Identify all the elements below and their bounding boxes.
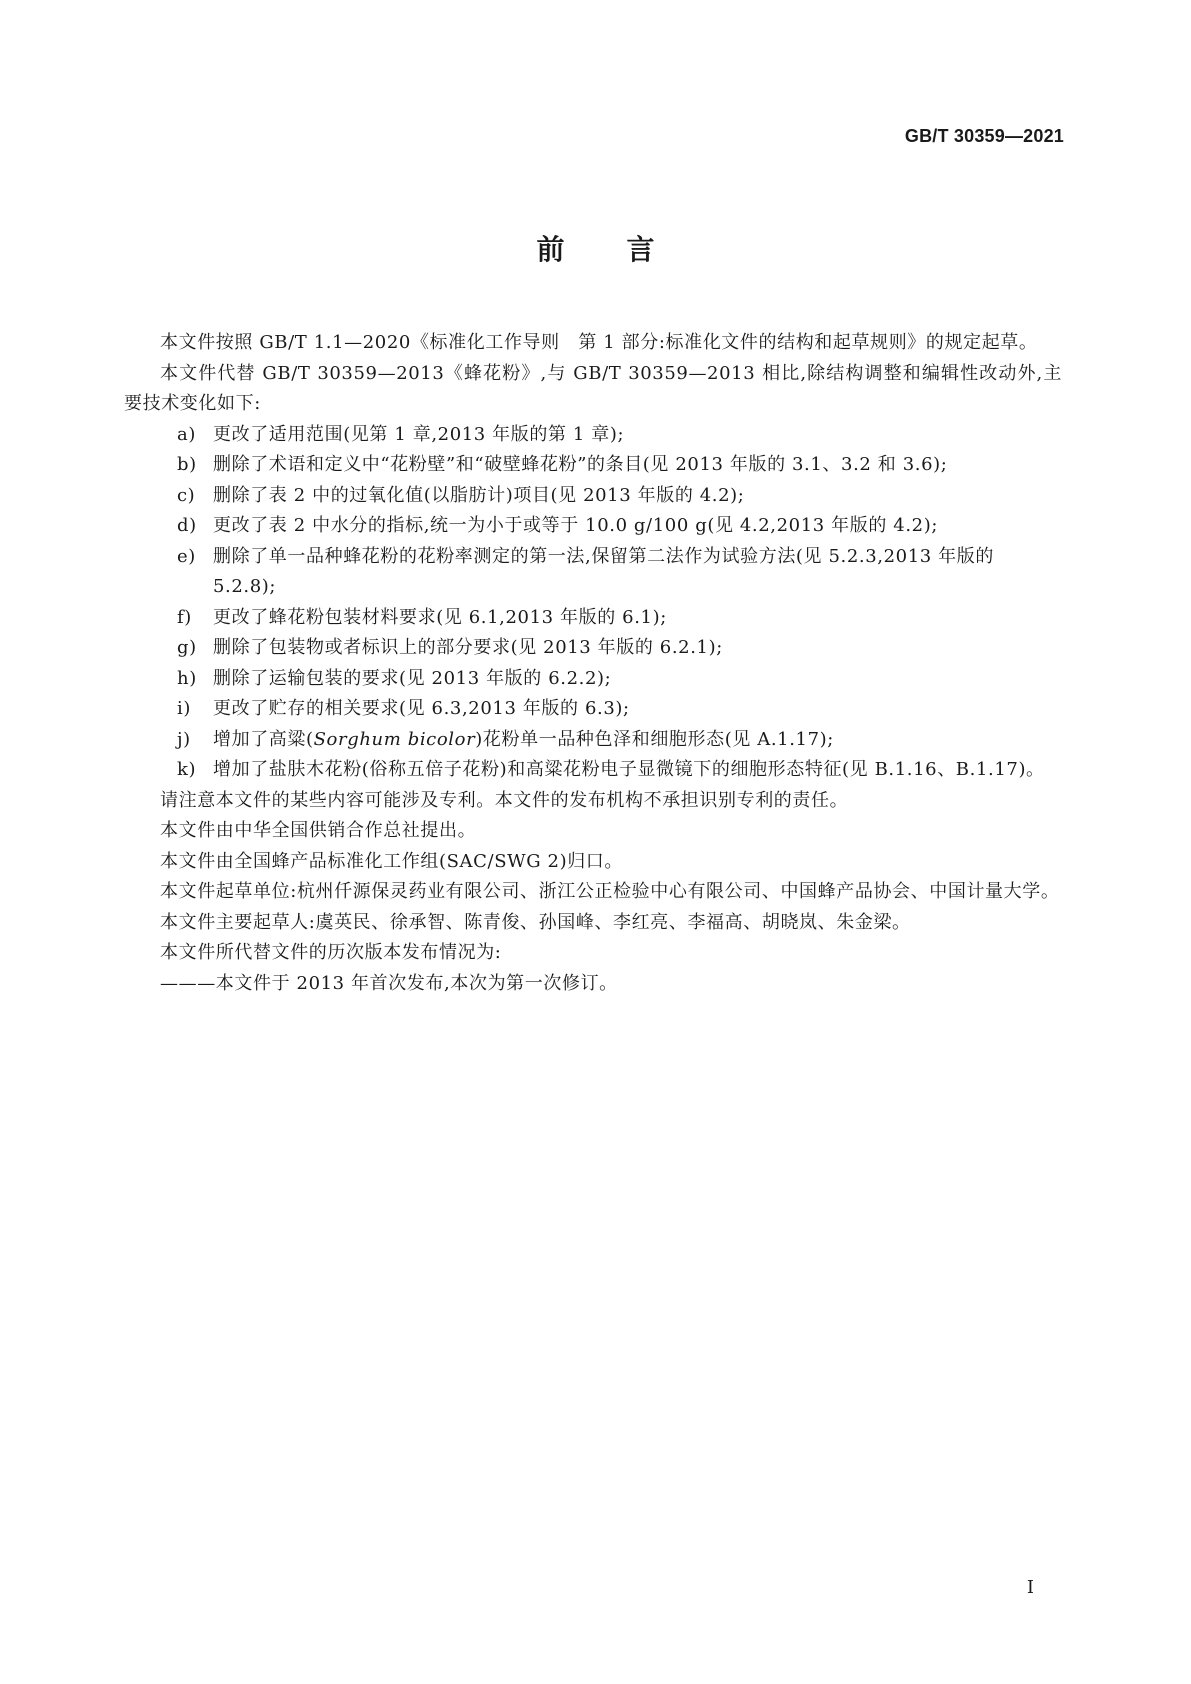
list-marker: i)	[177, 698, 191, 719]
list-marker: d)	[177, 515, 197, 536]
standard-code: GB/T 30359—2021	[904, 126, 1064, 146]
list-marker: j)	[177, 728, 191, 750]
list-item	[124, 633, 1062, 664]
list-item-text-after: )花粉单一品种色泽和细胞形态(见 A.1.17);	[475, 728, 834, 750]
list-item	[124, 420, 1062, 451]
list-item-text: 删除了术语和定义中“花粉壁”和“破壁蜂花粉”的条目(见 2013 年版的 3.1、3.2 和 3.6);	[213, 454, 948, 475]
list-item-text: 更改了适用范围(见第 1 章,2013 年版的第 1 章);	[213, 423, 625, 445]
paragraph-drafting-rules: 本文件按照 GB/T 1.1—2020《标准化工作导则 第 1 部分:标准化文件的结构和起草规则》的规定起草。	[160, 332, 1038, 353]
list-item	[124, 481, 1062, 512]
list-marker: e)	[177, 545, 196, 567]
list-item	[124, 694, 1062, 725]
list-item-text: 删除了单一品种蜂花粉的花粉率测定的第一法,保留第二法作为试验方法(见 5.2.3,2013 年版的 5.2.8);	[213, 545, 994, 597]
foreword-body	[124, 328, 1062, 999]
paragraph-patent: 请注意本文件的某些内容可能涉及专利。本文件的发布机构不承担识别专利的责任。	[160, 789, 849, 811]
list-marker: a)	[177, 423, 196, 445]
paragraph-history-intro: 本文件所代替文件的历次版本发布情况为:	[160, 942, 502, 963]
paragraph-proposer: 本文件由中华全国供销合作总社提出。	[160, 820, 477, 841]
title-char-2: 言	[626, 233, 655, 266]
list-item-text: 增加了盐肤木花粉(俗称五倍子花粉)和高粱花粉电子显微镜下的细胞形态特征(见 B.1.16、B.1.17)。	[213, 759, 1045, 780]
list-item	[124, 755, 1062, 786]
list-item-text: 更改了贮存的相关要求(见 6.3,2013 年版的 6.3);	[213, 698, 630, 719]
list-item	[124, 603, 1062, 634]
list-item-text: 更改了表 2 中水分的指标,统一为小于或等于 10.0 g/100 g(见 4.2,2013 年版的 4.2);	[213, 515, 938, 536]
list-item	[124, 664, 1062, 695]
title-char-1: 前	[536, 233, 565, 266]
changes-list	[124, 420, 1062, 786]
list-item	[124, 725, 1062, 756]
list-item-text: 删除了表 2 中的过氧化值(以脂肪计)项目(见 2013 年版的 4.2);	[213, 484, 745, 506]
list-marker: k)	[177, 759, 197, 780]
list-item	[124, 450, 1062, 481]
paragraph-drafters: 本文件主要起草人:虞英民、徐承智、陈青俊、孙国峰、李红亮、李福高、胡晓岚、朱金梁。	[160, 911, 911, 933]
list-marker: g)	[177, 637, 197, 658]
list-item-text: 删除了运输包装的要求(见 2013 年版的 6.2.2);	[213, 667, 612, 689]
page-title	[0, 228, 1191, 268]
list-marker: f)	[177, 606, 192, 628]
list-marker: c)	[177, 484, 196, 506]
list-item	[124, 542, 1062, 603]
page-number: I	[1026, 1577, 1034, 1598]
paragraph-centralized: 本文件由全国蜂产品标准化工作组(SAC/SWG 2)归口。	[160, 850, 623, 872]
list-marker: h)	[177, 667, 197, 689]
paragraph-history-item: ———本文件于 2013 年首次发布,本次为第一次修订。	[160, 972, 618, 994]
paragraph-replacement: 本文件代替 GB/T 30359—2013《蜂花粉》,与 GB/T 30359—2013 相比,除结构调整和编辑性改动外,主要技术变化如下:	[124, 362, 1062, 414]
list-item-text: 更改了蜂花粉包装材料要求(见 6.1,2013 年版的 6.1);	[213, 606, 667, 628]
list-marker: b)	[177, 454, 197, 475]
list-item-text-before: 增加了高粱(	[213, 728, 314, 750]
species-name: Sorghum bicolor	[313, 728, 476, 750]
list-item	[124, 511, 1062, 542]
paragraph-drafting-units: 本文件起草单位:杭州仟源保灵药业有限公司、浙江公正检验中心有限公司、中国蜂产品协会、中国计量大学。	[160, 881, 1060, 902]
list-item-text: 删除了包装物或者标识上的部分要求(见 2013 年版的 6.2.1);	[213, 637, 723, 658]
